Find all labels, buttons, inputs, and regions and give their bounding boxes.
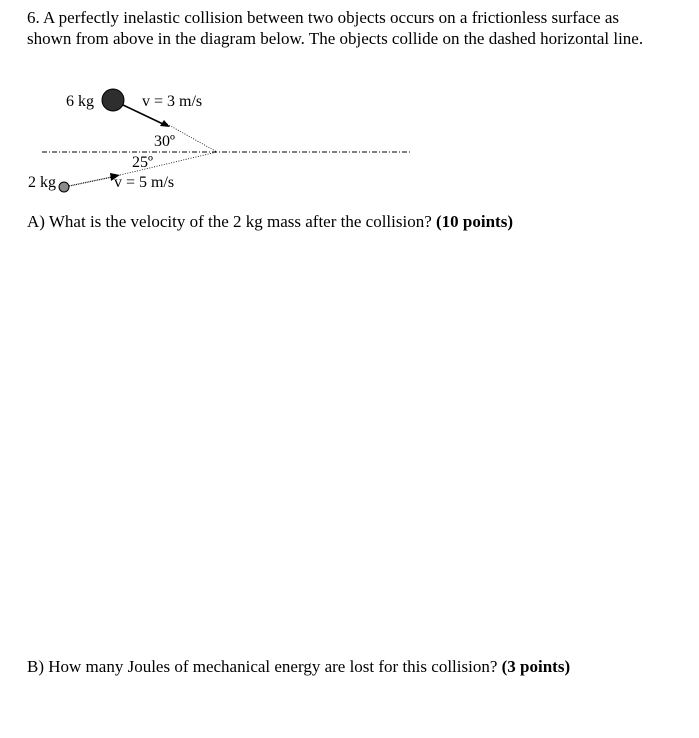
question-a [27,212,513,232]
velocity-small-label: v = 5 m/s [114,174,175,191]
question-a-text: A) What is the velocity of the 2 kg mass after the collision? [27,212,436,231]
question-b-text: B) How many Joules of mechanical energy are lost for this collision? [27,657,502,676]
mass-large-label: 6 kg [66,93,94,110]
question-a-points: (10 points) [436,212,513,231]
mass-small-ball [59,182,69,192]
mass-small-label: 2 kg [28,174,56,191]
problem-statement: 6. A perfectly inelastic collision between two objects occurs on a frictionless surface as shown from above in the diagram below. The objects collide on the dashed horizontal line. [27,8,644,48]
angle-small-label: 25º [132,154,153,171]
angle-large-label: 30º [154,133,175,150]
question-b [27,657,570,677]
collision-diagram [0,80,699,200]
velocity-arrow-small [69,177,112,186]
question-b-points: (3 points) [501,657,571,676]
mass-large-ball [102,89,124,111]
velocity-large-label: v = 3 m/s [142,93,203,110]
